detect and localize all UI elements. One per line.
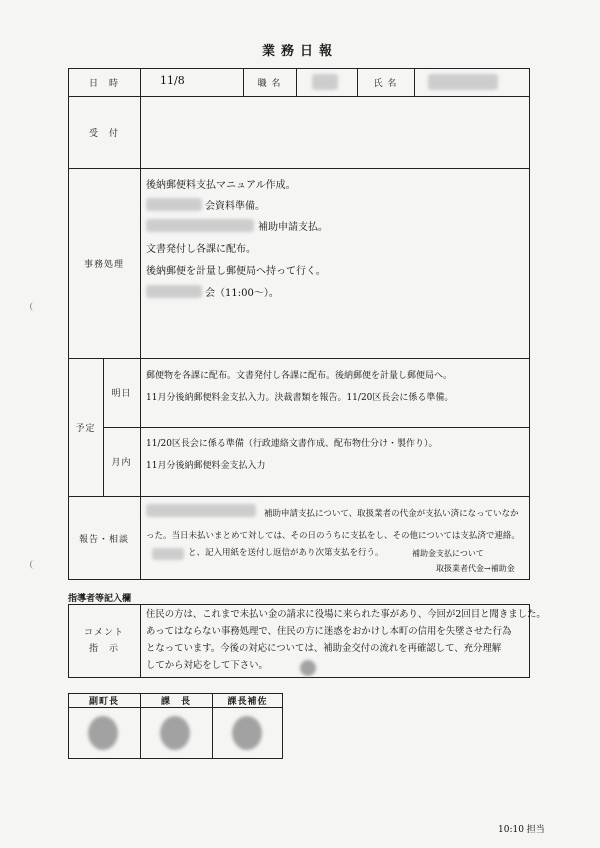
instruct-line: となっています。今後の対応については、補助金交付の流れを再確認して、充分理解 <box>146 643 502 654</box>
plan-month-line: 11/20区長会に係る準備（行政連絡文書作成、配布物仕分け・製作り）。 <box>146 439 438 449</box>
footer-note: 10:10 担当 <box>498 825 545 835</box>
divider <box>103 427 530 428</box>
affairs-line: 会資料準備。 <box>205 201 265 212</box>
redacted-stamp <box>160 716 190 750</box>
reception-label: 受 付 <box>88 128 119 139</box>
plan-month-label: 月内 <box>111 458 132 468</box>
redacted-text <box>146 285 202 298</box>
affairs-label: 事務処理 <box>83 259 124 270</box>
section-chief-label: 課 長 <box>160 696 191 707</box>
instruct-line: してから対応をして下さい。 <box>146 660 268 671</box>
affairs-line: 後納郵便を計量し郵便局へ持って行く。 <box>146 266 326 277</box>
date-value: 11/8 <box>160 74 185 87</box>
affairs-line: 補助申請支払。 <box>258 222 328 233</box>
redacted-name <box>428 74 498 90</box>
divider <box>296 68 297 96</box>
redacted-seal <box>300 660 316 676</box>
punch-mark <box>30 302 37 311</box>
report-text: 補助申請支払について、取扱業者の代金が支払い済になっていなかった。当日未払いまとめて対しては、その日のうちに支払をし、その他については支払済で連絡。 <box>146 509 520 541</box>
divider <box>140 604 141 678</box>
report-line: 取扱業者代金→補助金 <box>436 564 515 573</box>
report-line <box>146 503 526 547</box>
affairs-line: 文書発付し各課に配布。 <box>146 244 256 255</box>
plan-tomorrow-label: 明日 <box>111 389 132 399</box>
redacted-text <box>152 548 184 560</box>
instruct-section-title: 指導者等記入欄 <box>68 593 132 604</box>
date-label: 日 時 <box>88 78 119 89</box>
report-label: 報告・相談 <box>78 534 129 545</box>
redacted-stamp <box>88 716 118 750</box>
redacted-stamp <box>232 716 262 750</box>
instruct-label <box>68 604 140 678</box>
instruct-line: 住民の方は、これまで未払い金の請求に役場に来られた事があり、今回が2回目と聞きました。 <box>146 609 546 620</box>
name-label: 氏 名 <box>373 78 398 89</box>
report-line: 補助金支払について <box>412 549 484 558</box>
instruct-line: あってはならない事務処理で、住民の方に迷惑をおかけし本町の信用を失墜させた行為 <box>146 626 512 637</box>
redacted-position <box>312 74 338 90</box>
report-line: と、記入用紙を送付し返信があり次第支払を行う。 <box>188 548 384 558</box>
affairs-line: 後納郵便料支払マニュアル作成。 <box>146 180 296 191</box>
plan-tomorrow-line: 11月分後納郵便料金支払入力。決裁書類を報告。11/20区長会に係る準備。 <box>146 393 454 403</box>
plan-label: 予定 <box>75 423 96 434</box>
assistant-chief-label: 課長補佐 <box>227 696 268 707</box>
instruct-label-line: 指 示 <box>88 644 119 654</box>
plan-month-line: 11月分後納郵便料金支払入力 <box>146 461 266 471</box>
position-label: 職 名 <box>257 78 282 89</box>
redacted-text <box>146 198 202 211</box>
punch-mark <box>30 560 37 569</box>
page-title: 業務日報 <box>261 44 338 59</box>
divider <box>140 68 141 580</box>
plan-tomorrow-line: 郵便物を各課に配布。文書発付し各課に配布。後納郵便を計量し郵便局へ。 <box>146 371 453 381</box>
divider <box>414 68 415 96</box>
redacted-text <box>146 219 254 232</box>
divider <box>68 707 283 708</box>
deputy-mayor-label: 副町長 <box>88 696 119 707</box>
instruct-label-line: コメント <box>83 628 124 638</box>
affairs-line: 会（11:00〜）。 <box>205 288 279 299</box>
